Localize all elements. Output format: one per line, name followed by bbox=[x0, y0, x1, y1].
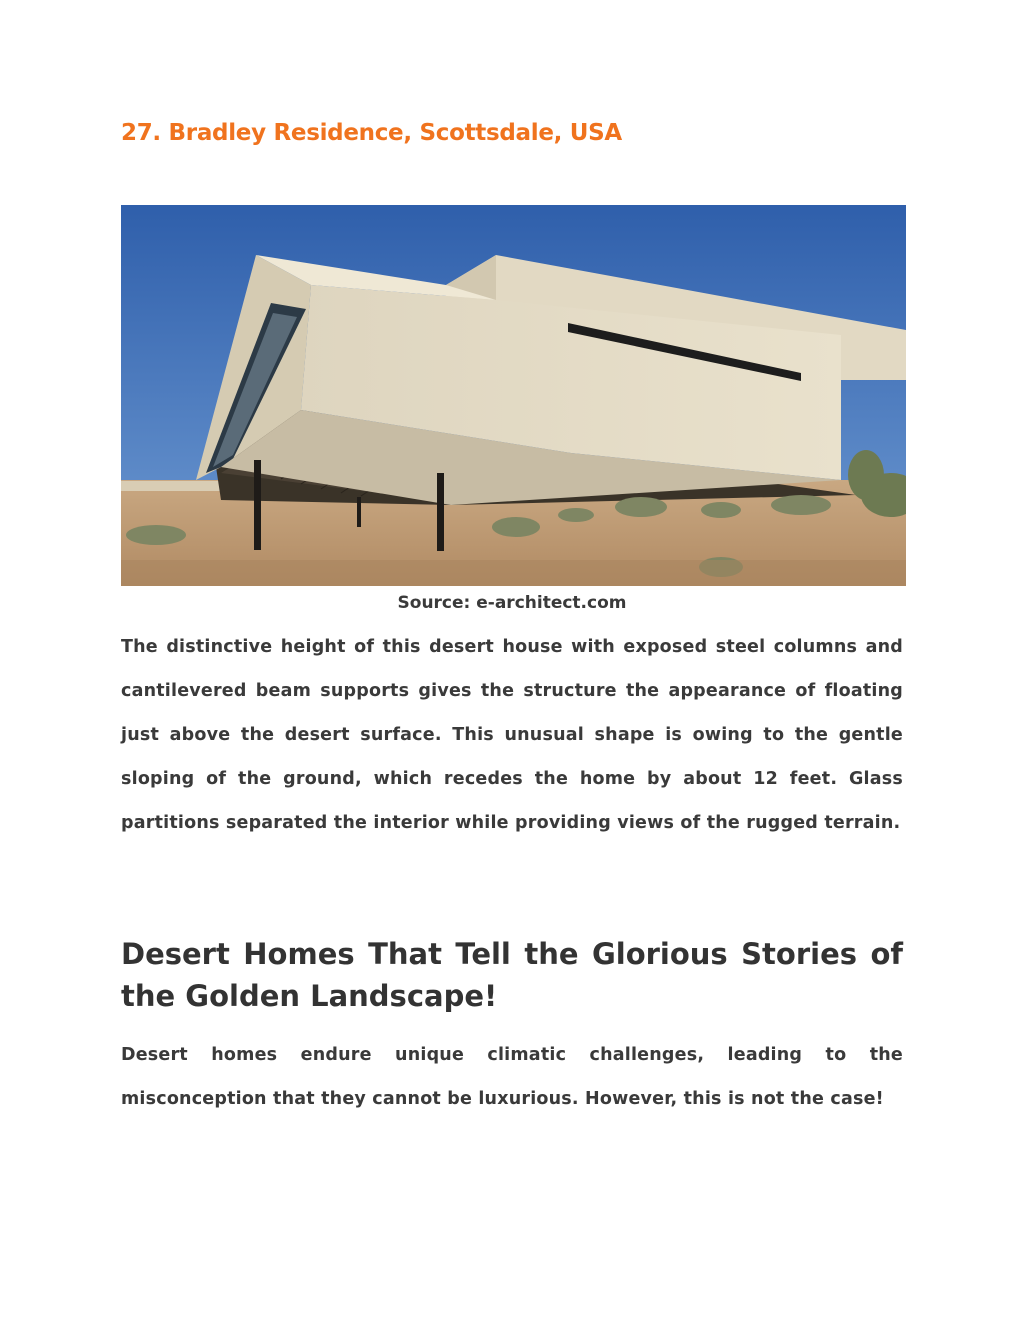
bradley-residence-photo bbox=[121, 205, 906, 586]
body-paragraph: The distinctive height of this desert house with exposed steel columns and cantilevered beam supports gives the structure the appearance of floating just above the desert surface. This unusual shape is owing to the gentle sloping of the ground, which recedes the home by about 12 feet. Glass partitions separated the interior while providing views of the rugged terrain. bbox=[121, 637, 903, 833]
section-title: 27. Bradley Residence, Scottsdale, USA bbox=[121, 120, 622, 146]
section-heading: Desert Homes That Tell the Glorious Stories of the Golden Landscape! bbox=[121, 937, 903, 1013]
body-paragraph: Desert homes endure unique climatic challenges, leading to the misconception that they cannot be luxurious. However, this is not the case! bbox=[121, 1045, 903, 1109]
image-caption: Source: e-architect.com bbox=[397, 593, 627, 613]
